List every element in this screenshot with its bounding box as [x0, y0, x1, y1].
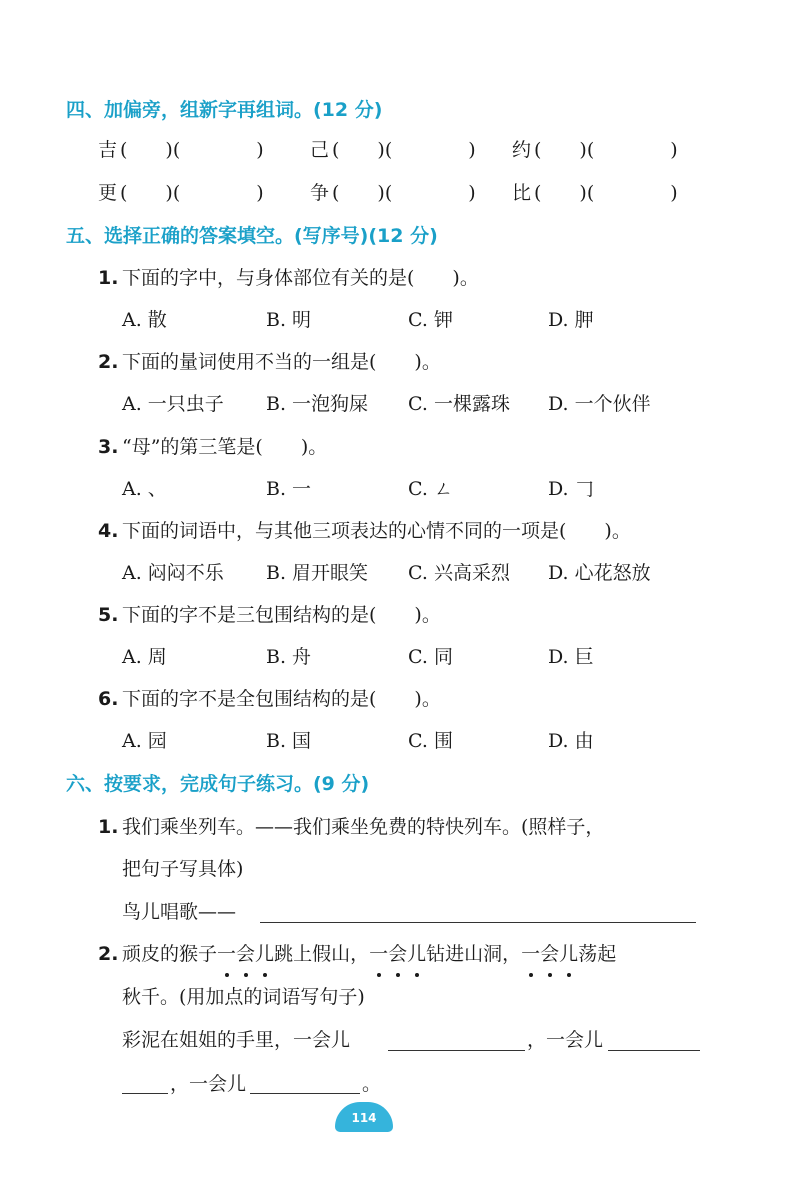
dotted-word [369, 943, 426, 965]
sec5-options-6 [0, 724, 800, 758]
option-a[interactable]: A. 一只虫子 [122, 393, 224, 415]
question-number: 1. [98, 816, 119, 838]
option-d[interactable]: D. 𠃌 [548, 478, 594, 500]
option-c[interactable]: C. 一棵露珠 [408, 393, 510, 415]
sec5-question-5 [0, 598, 800, 632]
question-text: 下面的字中，与身体部位有关的是( )。 [122, 267, 479, 289]
option-a[interactable]: A. 周 [122, 646, 167, 668]
sec6-q1-answer [0, 895, 800, 929]
dotted-char: 儿 [255, 937, 274, 971]
answer-line[interactable] [260, 922, 696, 923]
sec5-question-1 [0, 261, 800, 295]
blank-pair[interactable]: ( )( ) [120, 139, 264, 161]
sec5-options-2 [0, 387, 800, 421]
question-text: 把句子写具体) [122, 858, 244, 880]
option-c[interactable]: C. ㄥ [408, 478, 453, 500]
option-c[interactable]: C. 兴高采烈 [408, 562, 510, 584]
dotted-char: 儿 [559, 937, 578, 971]
prompt-text: ，一会儿 [527, 1029, 604, 1051]
text-part: 荡起 [578, 943, 617, 965]
blank-pair[interactable]: ( )( ) [332, 139, 476, 161]
option-a[interactable]: A. 园 [122, 730, 167, 752]
text-part: 钻进山洞， [426, 943, 522, 965]
char-ji: 吉 [98, 139, 118, 161]
option-b[interactable]: B. 国 [266, 730, 312, 752]
sec5-options-5 [0, 640, 800, 674]
question-number: 2. [98, 943, 119, 965]
prompt-text: 彩泥在姐姐的手里，一会儿 [122, 1029, 351, 1051]
question-number: 2. [98, 351, 119, 373]
sec5-question-3 [0, 430, 800, 464]
question-text: 我们乘坐列车。——我们乘坐免费的特快列车。(照样子， [122, 816, 605, 838]
sec6-q2-line-2 [0, 980, 800, 1014]
option-d[interactable]: D. 胛 [548, 309, 594, 331]
sec5-question-2 [0, 345, 800, 379]
char-zheng: 争 [310, 182, 330, 204]
sec5-question-4 [0, 514, 800, 548]
option-b[interactable]: B. 舟 [266, 646, 312, 668]
prompt-text: 。 [362, 1073, 382, 1095]
answer-line[interactable] [122, 1093, 168, 1094]
option-a[interactable]: A. 散 [122, 309, 167, 331]
page-number-badge: 114 [335, 1102, 393, 1132]
dotted-char: 会 [236, 937, 255, 971]
question-text: 秋千。(用加点的词语写句子) [122, 986, 365, 1008]
option-b[interactable]: B. 一 [266, 478, 312, 500]
blank-pair[interactable]: ( )( ) [534, 182, 678, 204]
prompt-text: ，一会儿 [170, 1073, 247, 1095]
sec6-q1-line-2 [0, 852, 800, 886]
option-d[interactable]: D. 巨 [548, 646, 594, 668]
blank-pair[interactable]: ( )( ) [120, 182, 264, 204]
question-text: “母”的第三笔是( )。 [122, 436, 328, 458]
option-c[interactable]: C. 同 [408, 646, 453, 668]
option-c[interactable]: C. 钾 [408, 309, 453, 331]
char-bi: 比 [512, 182, 532, 204]
section-4-title: 四、加偏旁，组新字再组词。(12 分) [66, 99, 383, 121]
sec4-row-2 [0, 176, 800, 210]
sec5-options-3 [0, 472, 800, 506]
question-text: 下面的词语中，与其他三项表达的心情不同的一项是( )。 [122, 520, 631, 542]
answer-line[interactable] [388, 1050, 525, 1051]
char-yue: 约 [512, 139, 532, 161]
option-b[interactable]: B. 明 [266, 309, 312, 331]
option-d[interactable]: D. 由 [548, 730, 594, 752]
text-part: 顽皮的猴子 [122, 943, 218, 965]
sec6-q2-line-4 [0, 1067, 800, 1101]
sec6-q2-line-1 [0, 937, 800, 971]
dotted-word [521, 943, 578, 965]
option-b[interactable]: B. 眉开眼笑 [266, 562, 369, 584]
char-geng: 更 [98, 182, 118, 204]
question-text [122, 937, 616, 971]
option-a[interactable]: A. 、 [122, 478, 167, 500]
question-text: 下面的量词使用不当的一组是( )。 [122, 351, 441, 373]
dotted-char: 儿 [407, 937, 426, 971]
answer-line[interactable] [250, 1093, 360, 1094]
sec5-options-4 [0, 556, 800, 590]
dotted-char: 一 [217, 937, 236, 971]
question-number: 1. [98, 267, 119, 289]
option-a[interactable]: A. 闷闷不乐 [122, 562, 224, 584]
section-6-title: 六、按要求，完成句子练习。(9 分) [66, 773, 370, 795]
blank-pair[interactable]: ( )( ) [534, 139, 678, 161]
option-d[interactable]: D. 一个伙伴 [548, 393, 651, 415]
blank-pair[interactable]: ( )( ) [332, 182, 476, 204]
text-part: 跳上假山， [274, 943, 370, 965]
dotted-char: 会 [388, 937, 407, 971]
dotted-char: 会 [540, 937, 559, 971]
sec5-options-1 [0, 303, 800, 337]
sec4-row-1 [0, 133, 800, 167]
answer-line[interactable] [608, 1050, 700, 1051]
question-number: 4. [98, 520, 119, 542]
question-number: 3. [98, 436, 119, 458]
sec6-q2-line-3 [0, 1023, 800, 1057]
sec5-question-6 [0, 682, 800, 716]
question-number: 6. [98, 688, 119, 710]
sec6-q1-line-1 [0, 810, 800, 844]
option-d[interactable]: D. 心花怒放 [548, 562, 651, 584]
question-number: 5. [98, 604, 119, 626]
dotted-char: 一 [369, 937, 388, 971]
prompt-text: 鸟儿唱歌—— [122, 901, 237, 923]
char-ji2: 己 [310, 139, 330, 161]
section-5-title: 五、选择正确的答案填空。(写序号)(12 分) [66, 225, 438, 247]
question-text: 下面的字不是全包围结构的是( )。 [122, 688, 441, 710]
question-text: 下面的字不是三包围结构的是( )。 [122, 604, 441, 626]
option-b[interactable]: B. 一泡狗屎 [266, 393, 369, 415]
option-c[interactable]: C. 围 [408, 730, 453, 752]
dotted-word [217, 943, 274, 965]
dotted-char: 一 [521, 937, 540, 971]
